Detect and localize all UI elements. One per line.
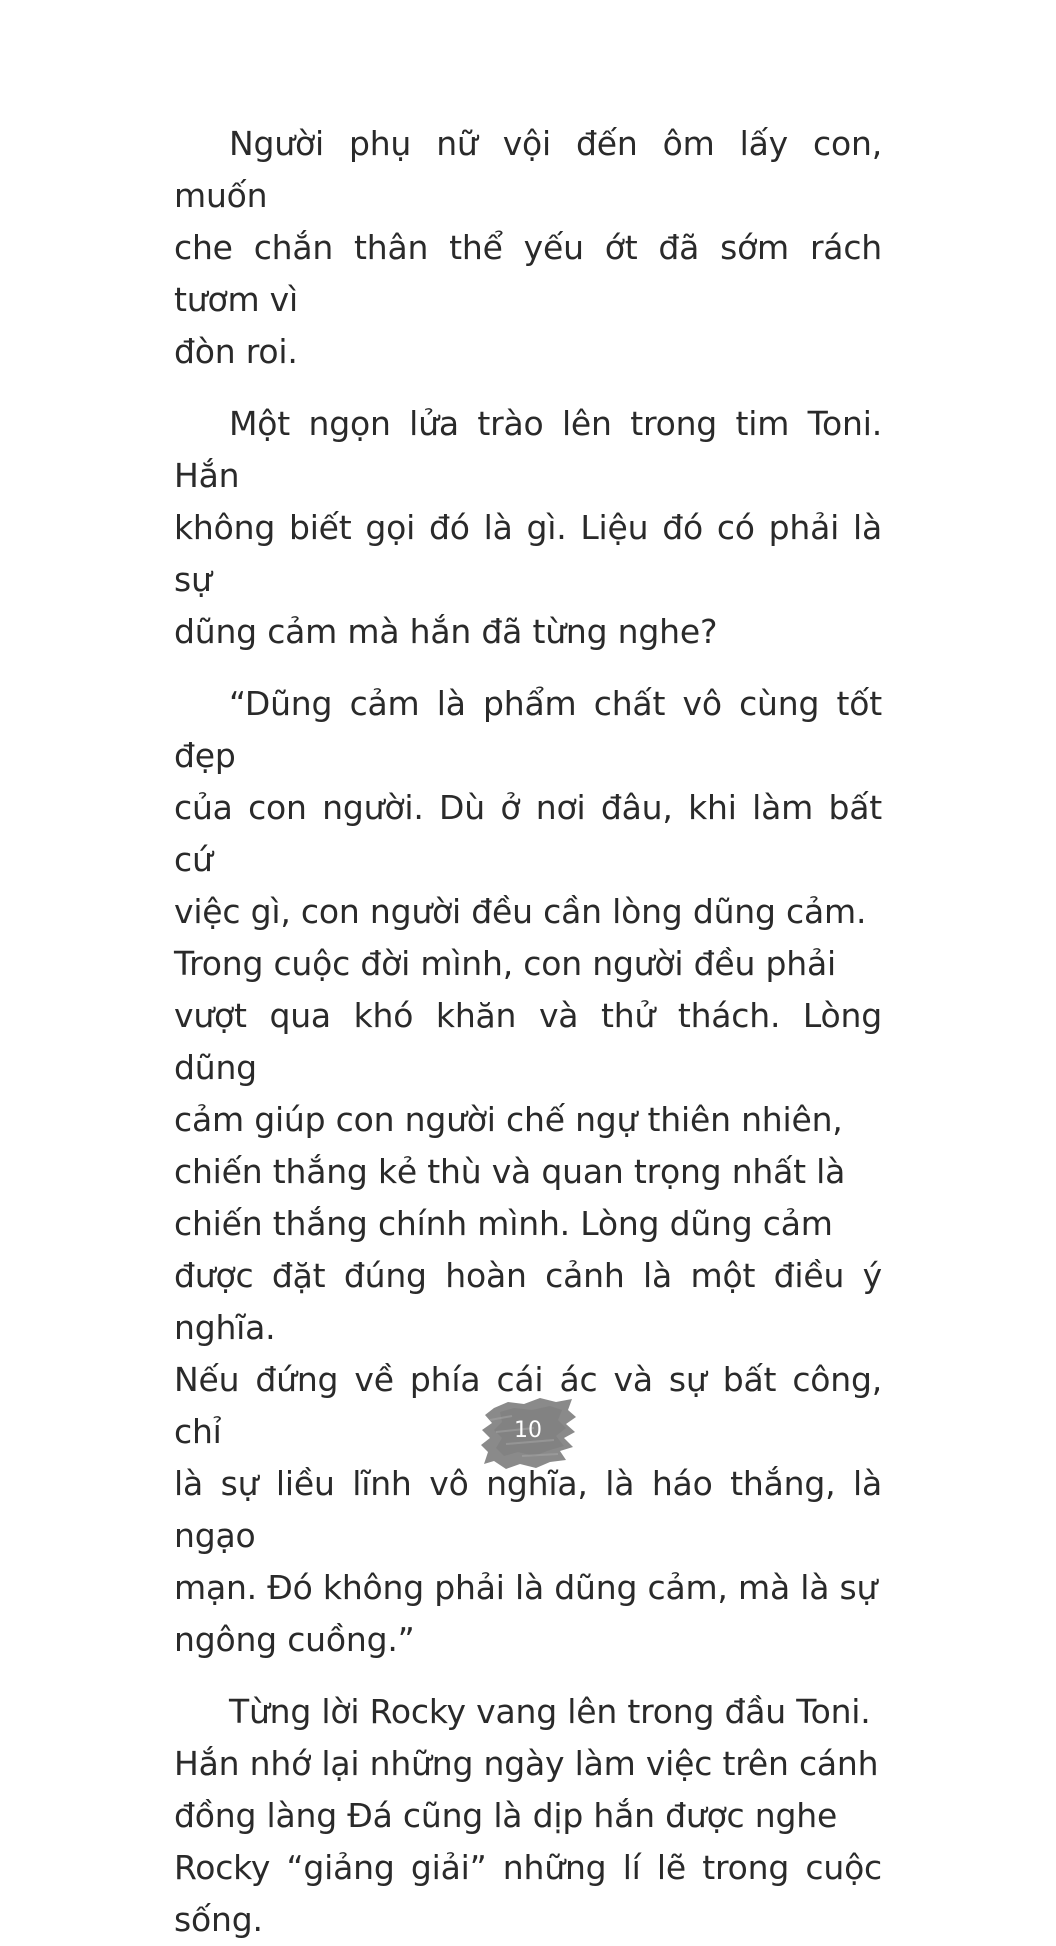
page-number: 10 — [514, 1418, 542, 1443]
paragraph-4: Từng lời Rocky vang lên trong đầu Toni. Hắn nhớ lại những ngày làm việc trên cánh đồng làng Đá cũng là dịp hắn được nghe Rocky “giảng giải” những lí lẽ trong cuộc sống. — [174, 1692, 882, 1939]
paragraph-2: Một ngọn lửa trào lên trong tim Toni. Hắn không biết gọi đó là gì. Liệu đó có phải là sự dũng cảm mà hắn đã từng nghe? — [174, 404, 882, 651]
paragraph-3: “Dũng cảm là phẩm chất vô cùng tốt đẹp của con người. Dù ở nơi đâu, khi làm bất cứ việc gì, con người đều cần lòng dũng cảm. Trong cuộc đời mình, con người đều phải vượt qua khó khăn và thử thách. Lòng dũng cảm giúp con người chế ngự thiên nhiên, chiến thắng kẻ thù và quan trọng nhất là chiến thắng chính mình. Lòng dũng cảm được đặt đúng hoàn cảnh là một điều ý nghĩa. Nếu đứng về phía cái ác và sự bất công, chỉ là sự liều lĩnh vô nghĩa, là háo thắng, là ngạo mạn. Đó không phải là dũng cảm, mà là sự ngông cuồng.” — [174, 684, 882, 1659]
page-number-badge — [476, 1390, 580, 1476]
body-text — [174, 118, 882, 1946]
paragraph-1: Người phụ nữ vội đến ôm lấy con, muốn che chắn thân thể yếu ớt đã sớm rách tươm vì đòn roi. — [174, 124, 882, 371]
